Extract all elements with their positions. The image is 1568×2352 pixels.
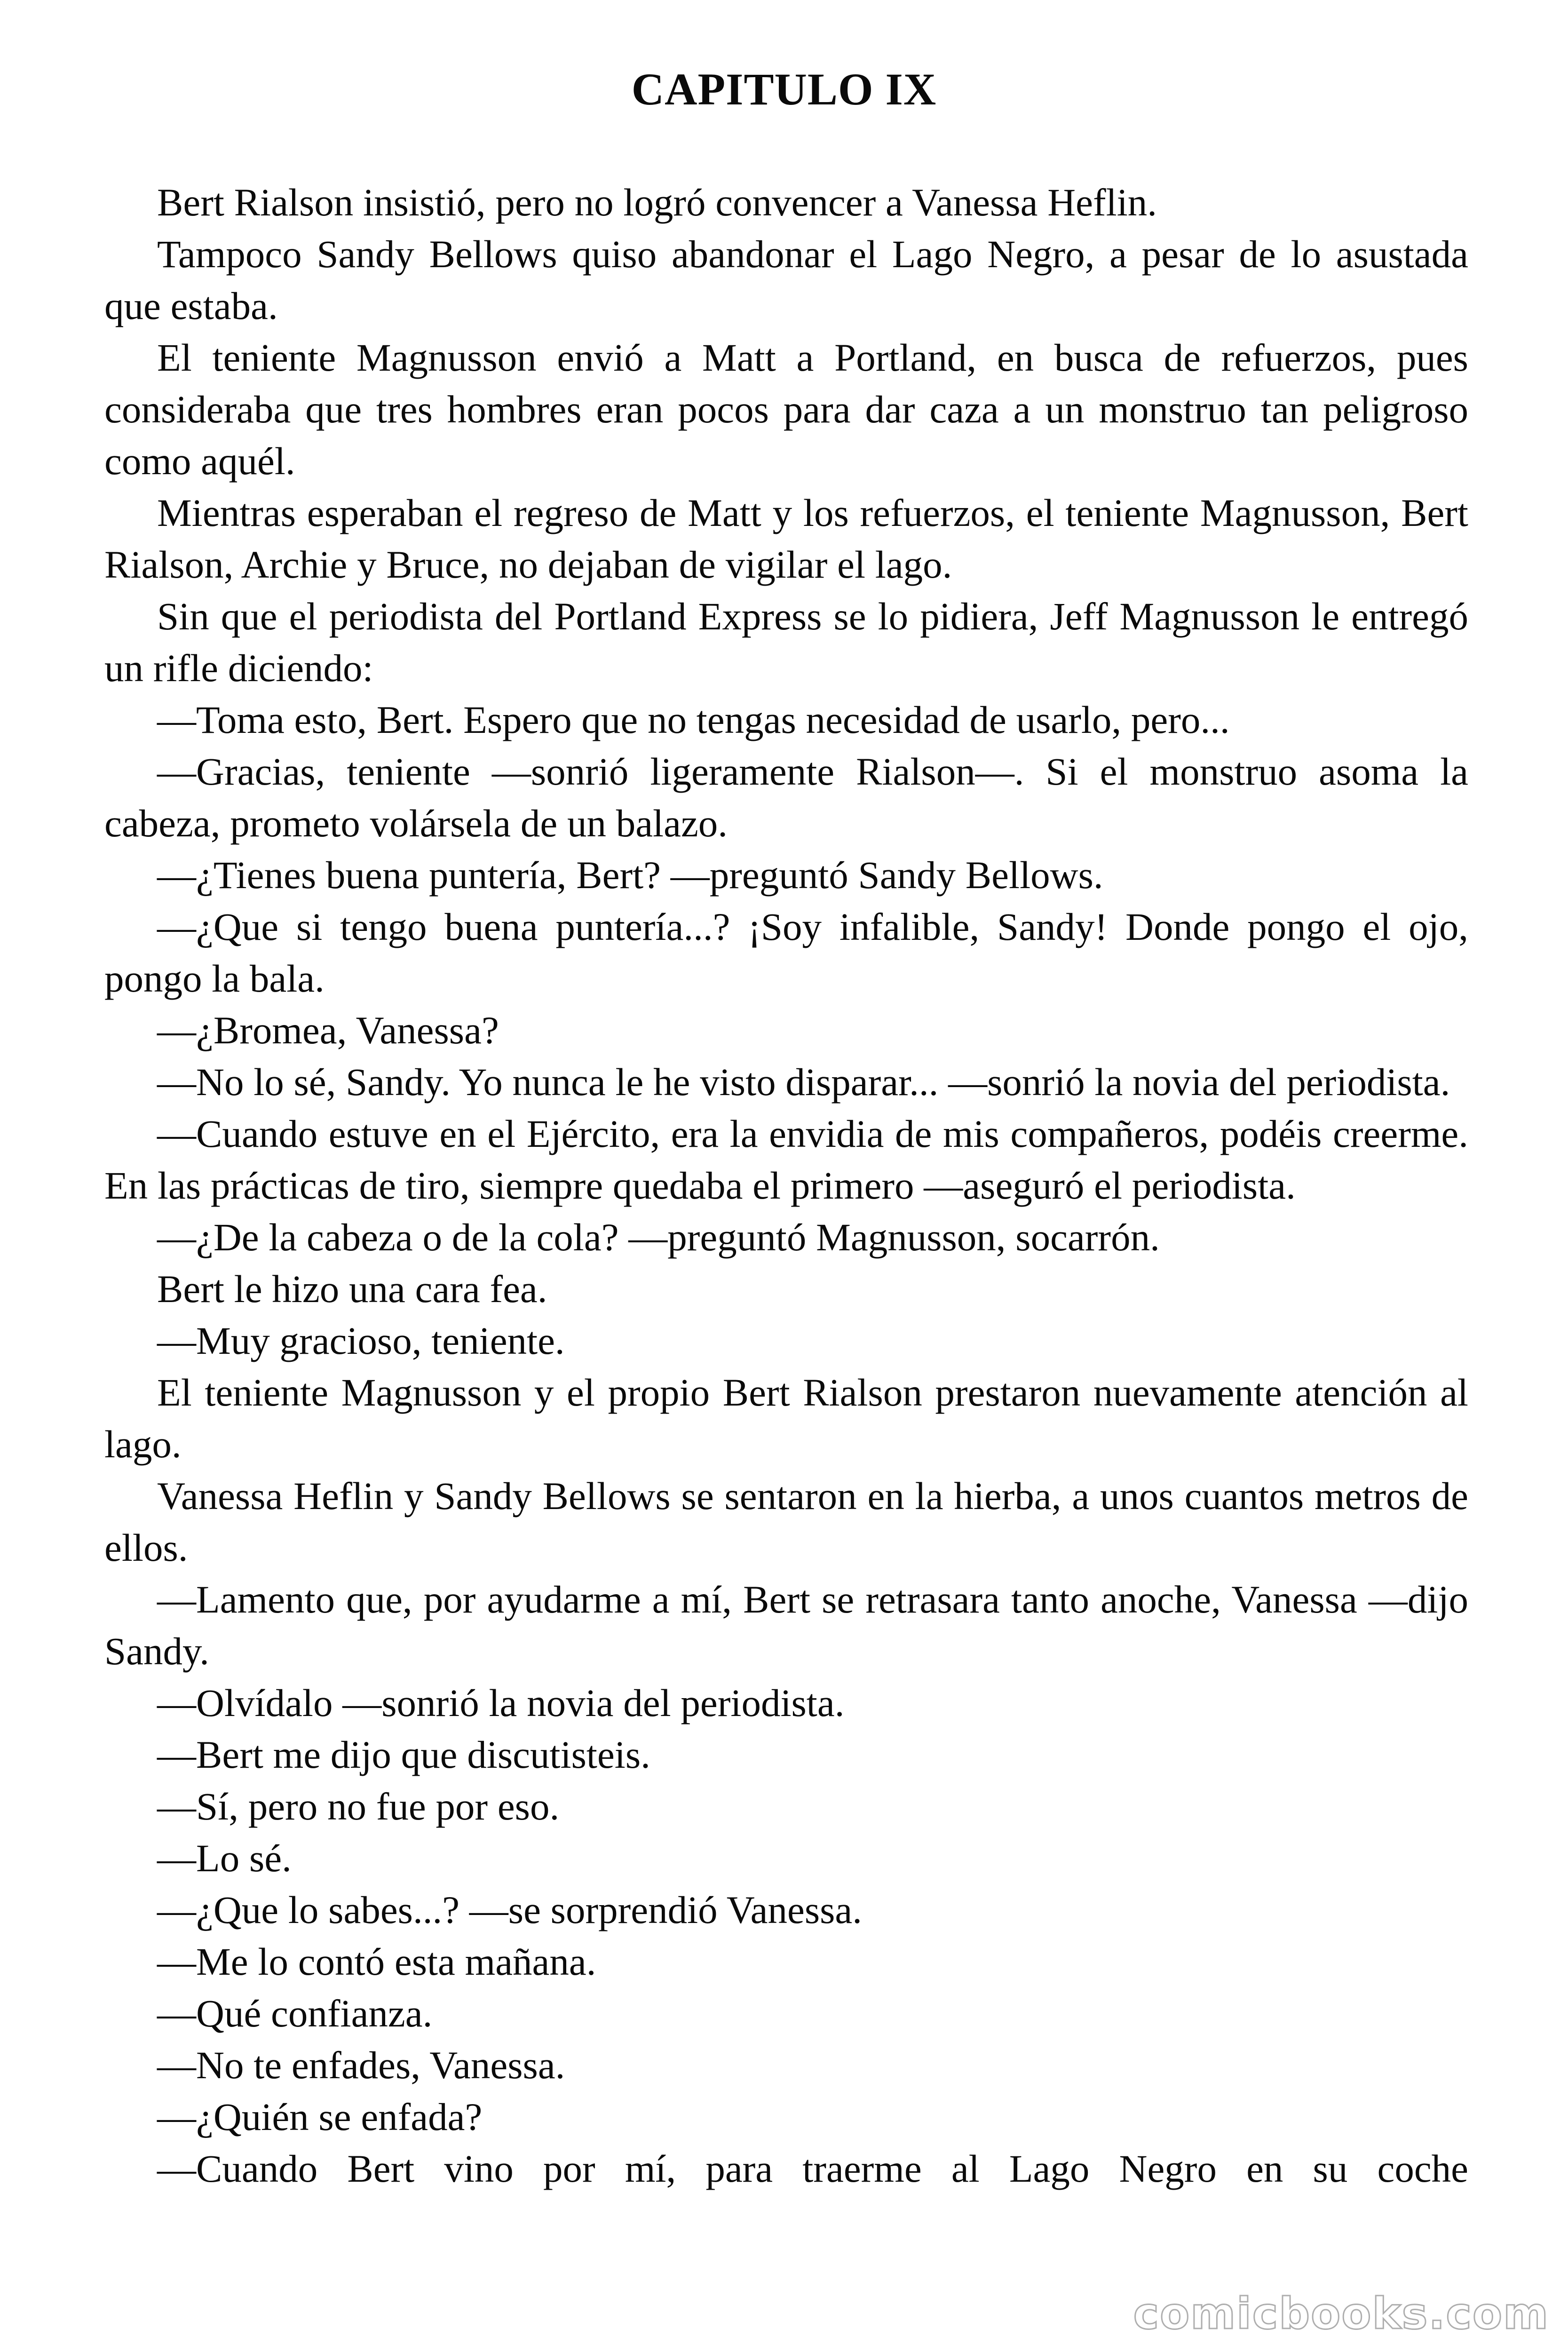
watermark: comicbooks.com <box>1133 2288 1549 2339</box>
paragraph: —¿De la cabeza o de la cola? —preguntó Magnusson, socarrón. <box>157 1216 1160 1259</box>
paragraph: —Toma esto, Bert. Espero que no tengas necesidad de usarlo, pero... <box>157 698 1230 741</box>
paragraph: Bert le hizo una cara fea. <box>157 1267 547 1311</box>
chapter-title: CAPITULO IX <box>631 64 937 114</box>
paragraph: —¿Que lo sabes...? —se sorprendió Vanessa. <box>157 1888 863 1931</box>
paragraph: —¿Bromea, Vanessa? <box>157 1009 499 1052</box>
paragraph: —¿Quién se enfada? <box>157 2095 483 2138</box>
paragraph: —No lo sé, Sandy. Yo nunca le he visto disparar... —sonrió la novia del periodista. <box>157 1060 1450 1104</box>
paragraph: —No te enfades, Vanessa. <box>157 2043 565 2087</box>
paragraph: —Cuando estuve en el Ejército, era la envidia de mis compañeros, podéis creerme. En las prácticas de tiro, siempre quedaba el primero —aseguró el periodista. <box>104 1112 1468 1207</box>
paragraph: —Cuando Bert vino por mí, para traerme al Lago Negro en su coche <box>157 2147 1468 2190</box>
paragraph: —¿Tienes buena puntería, Bert? —preguntó Sandy Bellows. <box>157 853 1103 897</box>
paragraph: Mientras esperaban el regreso de Matt y los refuerzos, el teniente Magnusson, Bert Rialson, Archie y Bruce, no dejaban de vigilar el lago. <box>104 491 1468 586</box>
paragraph: —Gracias, teniente —sonrió ligeramente Rialson—. Si el monstruo asoma la cabeza, prometo volársela de un balazo. <box>104 750 1468 845</box>
body-text <box>104 176 1468 2194</box>
paragraph: —Qué confianza. <box>157 1992 433 2035</box>
paragraph: —Sí, pero no fue por eso. <box>157 1785 560 1828</box>
paragraph: Vanessa Heflin y Sandy Bellows se sentaron en la hierba, a unos cuantos metros de ellos. <box>104 1474 1468 1569</box>
paragraph: El teniente Magnusson envió a Matt a Portland, en busca de refuerzos, pues consideraba que tres hombres eran pocos para dar caza a un monstruo tan peligroso como aquél. <box>104 336 1468 483</box>
paragraph: —Olvídalo —sonrió la novia del periodista. <box>157 1681 845 1724</box>
paragraph: El teniente Magnusson y el propio Bert Rialson prestaron nuevamente atención al lago. <box>104 1371 1468 1466</box>
paragraph: —¿Que si tengo buena puntería...? ¡Soy infalible, Sandy! Donde pongo el ojo, pongo la bala. <box>104 905 1468 1000</box>
paragraph: —Bert me dijo que discutisteis. <box>157 1733 650 1776</box>
paragraph: —Me lo contó esta mañana. <box>157 1940 596 1983</box>
paragraph: Bert Rialson insistió, pero no logró convencer a Vanessa Heflin. <box>157 181 1157 224</box>
paragraph: —Lo sé. <box>157 1836 292 1880</box>
paragraph: —Lamento que, por ayudarme a mí, Bert se retrasara tanto anoche, Vanessa —dijo Sandy. <box>104 1578 1468 1673</box>
paragraph: Tampoco Sandy Bellows quiso abandonar el Lago Negro, a pesar de lo asustada que estaba. <box>104 232 1468 327</box>
paragraph: Sin que el periodista del Portland Express se lo pidiera, Jeff Magnusson le entregó un rifle diciendo: <box>104 595 1468 690</box>
paragraph: —Muy gracioso, teniente. <box>157 1319 565 1362</box>
